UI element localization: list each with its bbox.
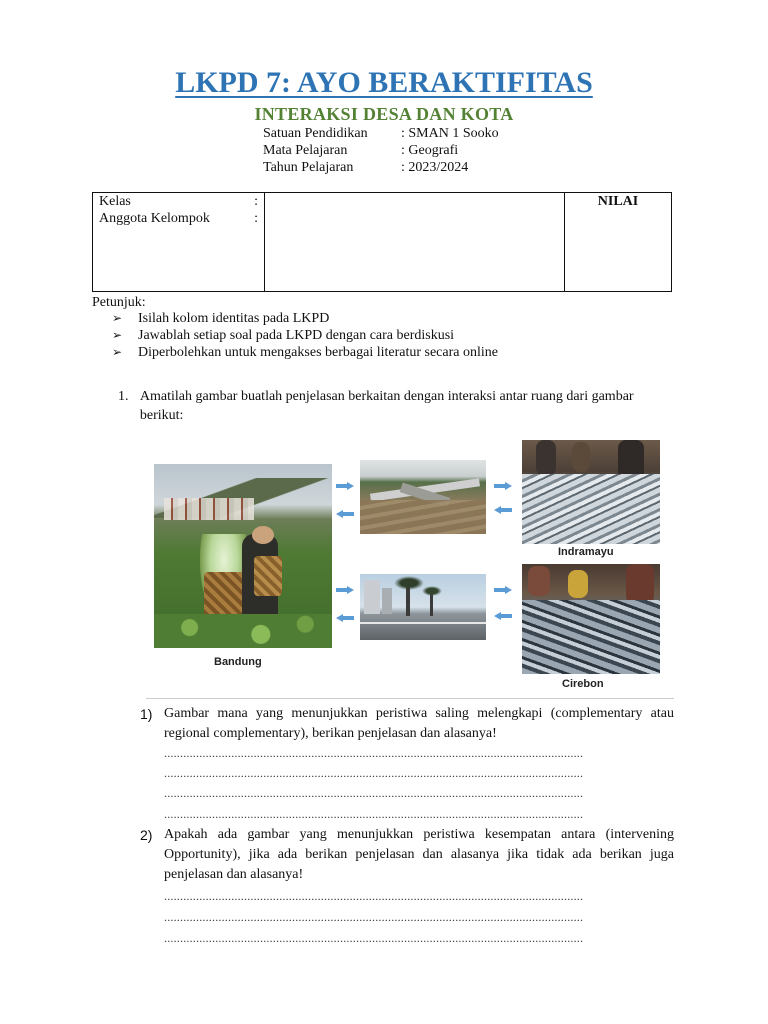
instructions-heading: Petunjuk:	[92, 295, 146, 310]
list-item: ➢ Jawablah setiap soal pada LKPD dengan cara berdiskusi	[112, 328, 455, 343]
bandung-farmer-photo	[154, 464, 332, 648]
meta-label: Satuan Pendidikan	[263, 126, 368, 141]
nilai-cell	[564, 193, 671, 291]
question-number: 1.	[118, 389, 129, 404]
subquestion-text: Apakah ada gambar yang menunjukkan peristiwa kesempatan antara (intervening Opportunity), jika ada berikan penjelasan dan alasanya jika tidak ada berikan juga penjelasan dan alasanya!	[164, 827, 674, 882]
meta-label: Tahun Pelajaran	[263, 160, 354, 175]
answer-line[interactable]: ...................................................................................................................................	[164, 746, 584, 760]
subquestion-2	[140, 825, 674, 885]
arrow-right-icon	[494, 482, 512, 490]
identity-labels: Kelas : Anggota Kelompok :	[93, 193, 265, 291]
subquestion-1	[140, 704, 674, 744]
instructions-list	[112, 310, 498, 361]
question-1	[118, 387, 678, 425]
meta-row-subject	[263, 142, 499, 159]
broken-bridge-photo	[360, 460, 486, 534]
answer-line[interactable]: ...................................................................................................................................	[164, 807, 584, 821]
arrow-left-icon	[494, 506, 512, 514]
answer-line[interactable]: ...................................................................................................................................	[164, 910, 584, 924]
arrow-right-icon	[494, 586, 512, 594]
answer-line[interactable]: ...................................................................................................................................	[164, 889, 584, 903]
kelas-label: Kelas	[99, 194, 131, 209]
arrow-right-icon	[336, 586, 354, 594]
interaction-figure	[146, 436, 674, 698]
meta-value: : 2023/2024	[401, 160, 469, 175]
indramayu-fish-photo	[522, 440, 660, 544]
answer-line[interactable]: ...................................................................................................................................	[164, 931, 584, 945]
worksheet-title: LKPD 7: AYO BERAKTIFITAS	[175, 66, 593, 99]
figure-divider	[146, 698, 674, 699]
meta-row-school	[263, 125, 499, 142]
subquestion-number: 1)	[140, 706, 153, 722]
cirebon-fish-photo	[522, 564, 660, 674]
answer-line[interactable]: ...................................................................................................................................	[164, 786, 584, 800]
worksheet-subtitle: INTERAKSI DESA DAN KOTA	[254, 104, 514, 124]
meta-value: : SMAN 1 Sooko	[401, 126, 499, 141]
arrow-right-icon	[336, 482, 354, 490]
school-meta	[263, 125, 499, 176]
caption-indramayu: Indramayu	[558, 546, 614, 558]
arrow-left-icon	[336, 614, 354, 622]
arrow-left-icon	[336, 510, 354, 518]
answer-line[interactable]: ...................................................................................................................................	[164, 766, 584, 780]
list-item: ➢ Isilah kolom identitas pada LKPD	[112, 311, 330, 326]
nilai-label: NILAI	[597, 194, 639, 209]
identity-input-area[interactable]	[265, 193, 564, 291]
arrow-bullet-icon: ➢	[112, 311, 123, 325]
anggota-label: Anggota Kelompok	[99, 211, 210, 226]
subquestion-text: Gambar mana yang menunjukkan peristiwa saling melengkapi (complementary atau regional complementary), berikan penjelasan dan alasanya!	[164, 706, 674, 741]
list-item: ➢ Diperbolehkan untuk mengakses berbagai literatur secara online	[112, 345, 498, 360]
identity-table	[92, 192, 672, 292]
caption-bandung: Bandung	[214, 656, 262, 668]
question-text: Amatilah gambar buatlah penjelasan berkaitan dengan interaksi antar ruang dari gambar berikut:	[139, 389, 634, 423]
arrow-bullet-icon: ➢	[112, 345, 123, 359]
city-road-photo	[360, 574, 486, 640]
caption-cirebon: Cirebon	[562, 678, 604, 690]
meta-label: Mata Pelajaran	[263, 143, 348, 158]
arrow-left-icon	[494, 612, 512, 620]
meta-value: : Geografi	[401, 143, 459, 158]
meta-row-year	[263, 159, 499, 176]
arrow-bullet-icon: ➢	[112, 328, 123, 342]
subquestion-number: 2)	[140, 827, 153, 843]
